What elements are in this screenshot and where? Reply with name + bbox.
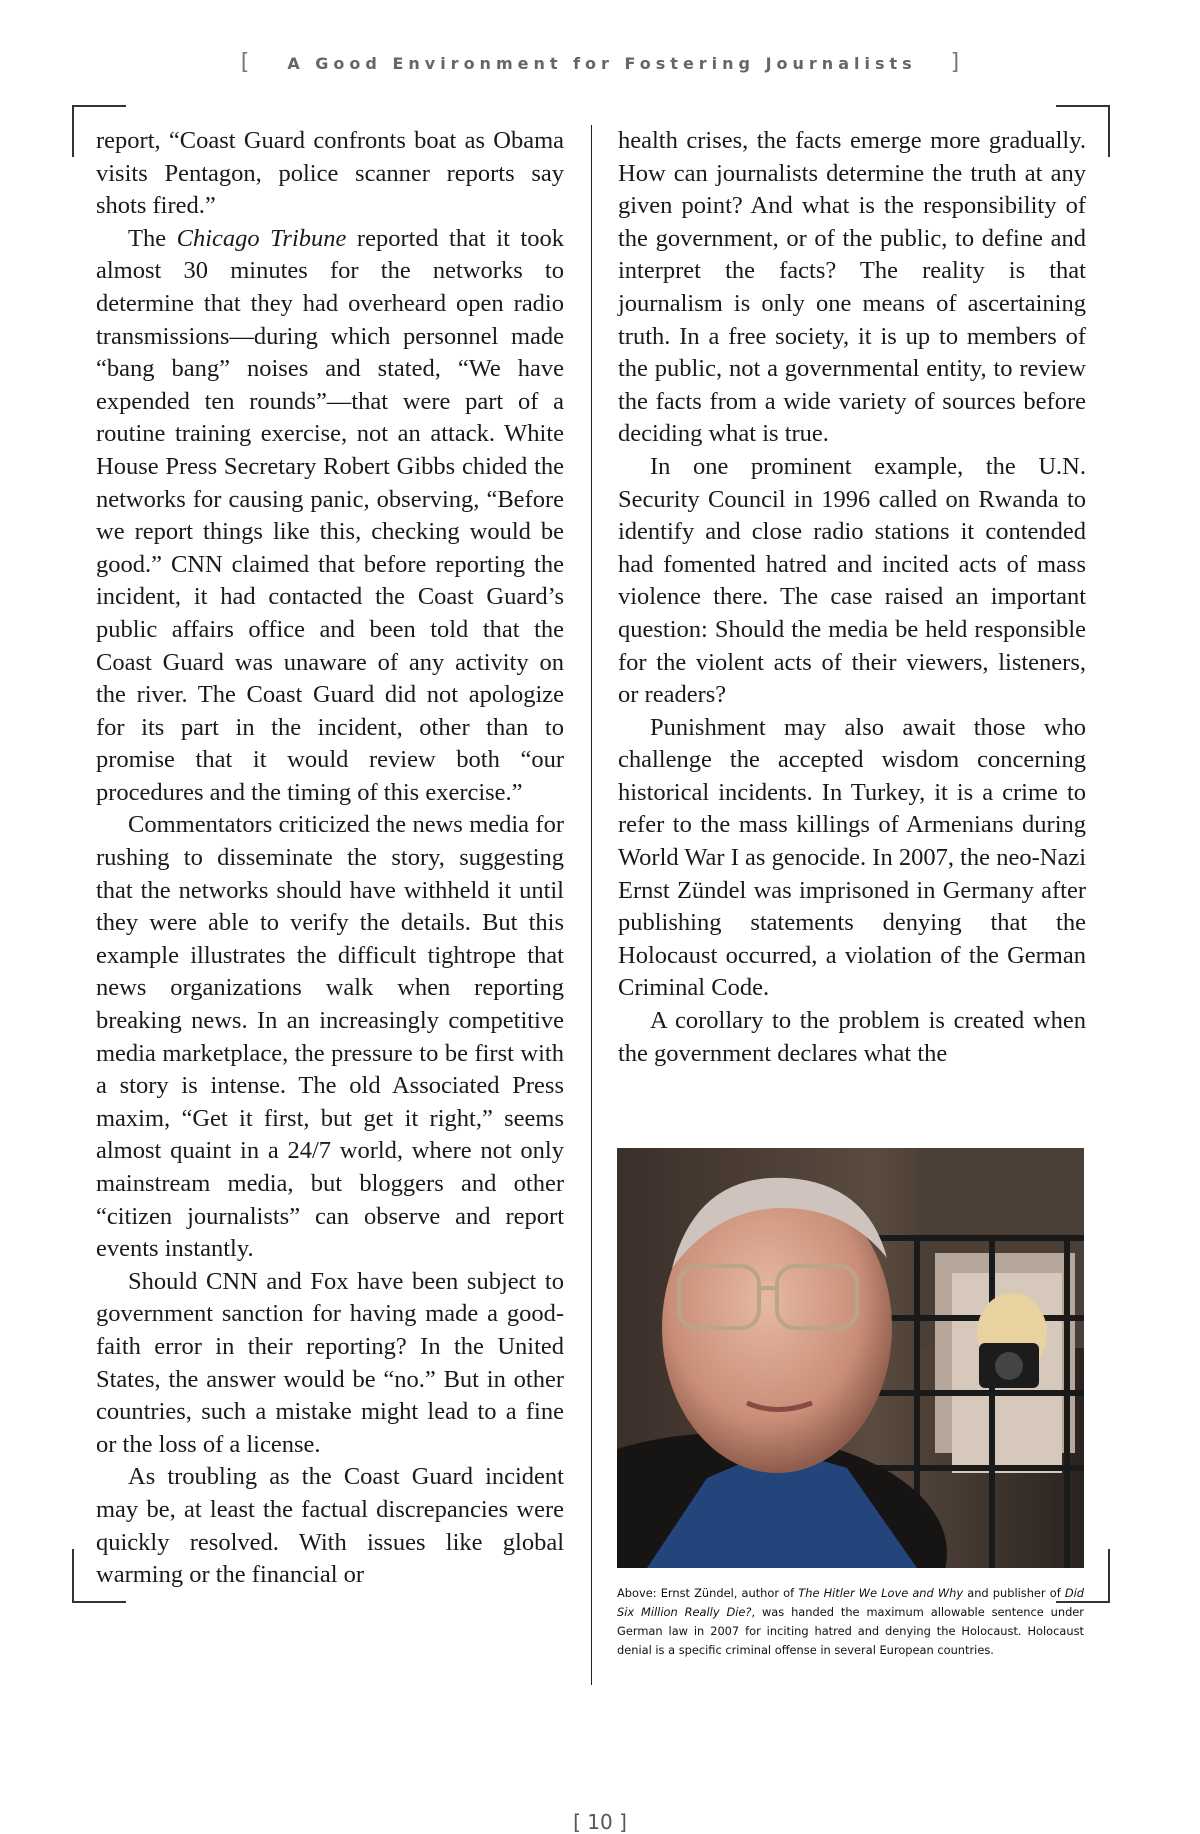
paragraph xyxy=(96,223,564,810)
paragraph: health crises, the facts emerge more gradually. How can journalists determine the truth at any given point? And what is the responsibility of the government, or of the public, to define and interpret the facts? The reality is that journalism is only one means of ascertaining truth. In a free society, it is up to members of the public, not a governmental entity, to review the facts from a wide variety of sources before deciding what is true. xyxy=(618,127,1086,448)
running-head-title: A Good Environment for Fostering Journalists xyxy=(287,54,917,73)
paragraph: In one prominent example, the U.N. Security Council in 1996 called on Rwanda to identify and close radio stations it contended had fomented hatred and incited acts of mass violence there. The case raised an important question: Should the media be held responsible for the violent acts of their viewers, listeners, or readers? xyxy=(618,452,1086,709)
right-column xyxy=(618,125,1086,1070)
paragraph: As troubling as the Coast Guard incident may be, at least the factual discrepancies were quickly resolved. With issues like global warming or the financial or xyxy=(96,1463,564,1589)
photo-illustration xyxy=(617,1148,1084,1568)
column-rule xyxy=(591,125,592,1685)
caption-book-title: The Hitler We Love and Why xyxy=(798,1586,964,1600)
caption-book-title: Did Six Million Really Die? xyxy=(617,1586,1085,1619)
running-head-bracket-right: ] xyxy=(950,50,960,75)
photo-caption xyxy=(617,1584,1084,1660)
page-number: [ 10 ] xyxy=(573,1810,627,1834)
paragraph-text: reported that it took almost 30 minutes for the networks to determine that they had overheard open radio transmissions—during which personnel made “bang bang” noises and stated, “We have expended ten rounds”—that were part of a routine training exercise, not an attack. White House Press Secretary Robert Gibbs chided the networks for causing panic, observing, “Before we report things like this, checking would be good.” CNN claimed that before reporting the incident, it had contacted the Coast Guard’s public affairs office and been told that the Coast Guard was unaware of any activity on the river. The Coast Guard did not apologize for its part in the incident, other than to promise that it would review both “our procedures and the timing of this exercise.” xyxy=(96,224,564,806)
paragraph: Punishment may also await those who challenge the accepted wisdom concerning historical incidents. In Turkey, it is a crime to refer to the mass killings of Armenians during World War I as genocide. In 2007, the neo-Nazi Ernst Zündel was imprisoned in Germany after publishing statements denying that the Holocaust occurred, a violation of the German Criminal Code. xyxy=(618,713,1086,1002)
paragraph-text: The xyxy=(128,224,177,252)
left-column xyxy=(96,125,564,1592)
paragraph: A corollary to the problem is created when the government declares what the xyxy=(618,1007,1086,1067)
paragraph: Commentators criticized the news media for rushing to disseminate the story, suggesting that the networks should have withheld it until they were able to verify the details. But this example illustrates the difficult tightrope that news organizations walk when reporting breaking news. In an increasingly competitive media marketplace, the pressure to be first with a story is intense. The old Associated Press maxim, “Get it first, but get it right,” seems almost quaint in a 24/7 world, where not only mainstream media, but bloggers and other “citizen journalists” can observe and report events instantly. xyxy=(96,811,564,1263)
caption-text: , was handed the maximum allowable sentence under German law in 2007 for inciting hatred and denying the Holocaust. Holocaust denial is a specific criminal offense in several European countries. xyxy=(617,1605,1084,1657)
caption-text: Above: Ernst Zündel, author of xyxy=(617,1586,799,1600)
running-head-bracket-left: [ xyxy=(240,50,250,75)
publication-name: Chicago Tribune xyxy=(176,224,347,252)
photo-ernst-zundel xyxy=(617,1148,1084,1568)
paragraph: Should CNN and Fox have been subject to government sanction for having made a good-faith error in their reporting? In the United States, the answer would be “no.” But in other countries, such a mistake might lead to a fine or the loss of a license. xyxy=(96,1267,564,1458)
paragraph: report, “Coast Guard confronts boat as Obama visits Pentagon, police scanner reports say shots fired.” xyxy=(96,127,564,220)
running-head xyxy=(0,50,1200,75)
caption-text: and publisher of xyxy=(963,1586,1065,1600)
